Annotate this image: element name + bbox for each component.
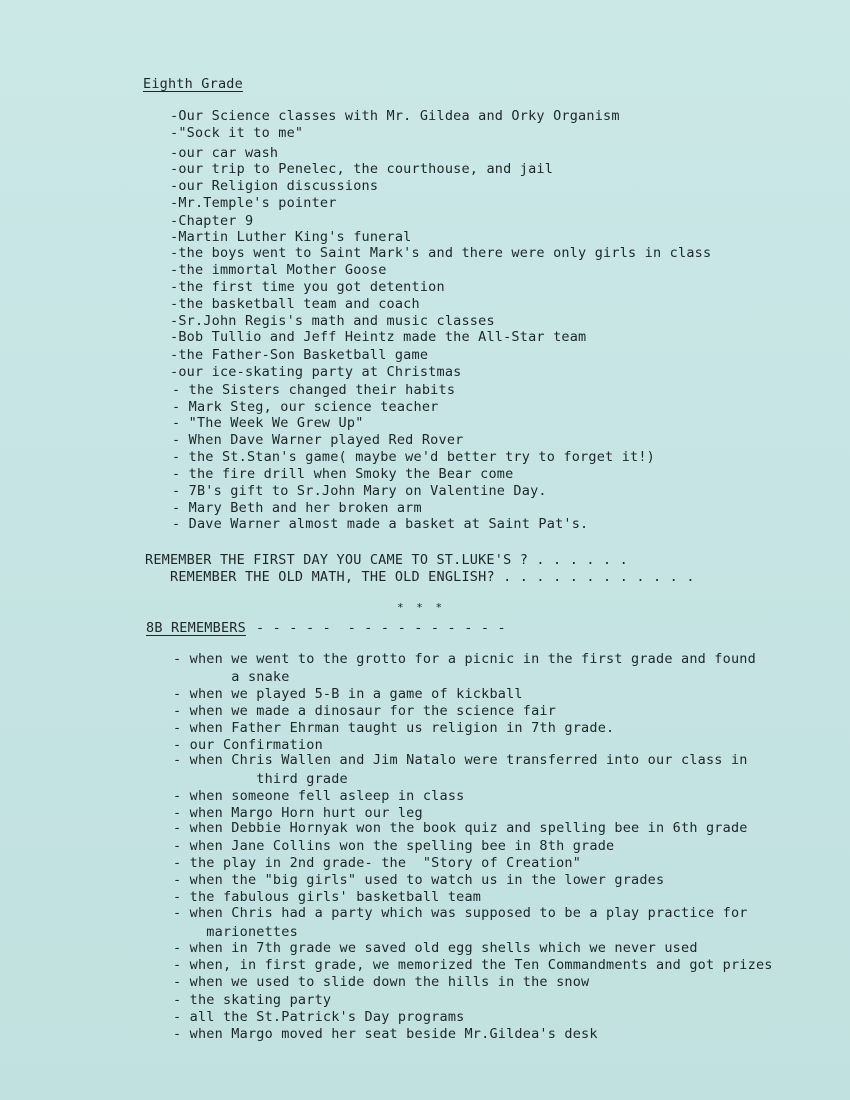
eighth-grade-item: -our trip to Penelec, the courthouse, and jail bbox=[170, 161, 554, 177]
section-title-eighth-grade: Eighth Grade bbox=[143, 76, 243, 92]
eighth-grade-item: -our Religion discussions bbox=[170, 178, 379, 194]
remembers-item: - all the St.Patrick's Day programs bbox=[173, 1009, 465, 1025]
eighth-grade-item: -Sr.John Regis's math and music classes bbox=[170, 313, 495, 329]
remembers-item: - when we made a dinosaur for the science fair bbox=[173, 703, 557, 719]
remembers-item: - when we played 5-B in a game of kickball bbox=[173, 686, 523, 702]
remembers-item: - when someone fell asleep in class bbox=[173, 788, 465, 804]
remembers-item: - the skating party bbox=[173, 992, 332, 1008]
eighth-grade-item: - the St.Stan's game( maybe we'd better try to forget it!) bbox=[172, 449, 656, 465]
remembers-item: - when Chris Wallen and Jim Natalo were transferred into our class in bbox=[173, 752, 748, 768]
eighth-grade-item: - 7B's gift to Sr.John Mary on Valentine Day. bbox=[172, 483, 547, 499]
remembers-item: - when in 7th grade we saved old egg shells which we never used bbox=[173, 940, 698, 956]
remembers-item: - when we used to slide down the hills in the snow bbox=[173, 974, 590, 990]
eighth-grade-item: -Martin Luther King's funeral bbox=[170, 229, 412, 245]
eighth-grade-item: -Our Science classes with Mr. Gildea and Orky Organism bbox=[170, 108, 620, 124]
remembers-item: - the fabulous girls' basketball team bbox=[173, 889, 482, 905]
remember-line-2: REMEMBER THE OLD MATH, THE OLD ENGLISH? . . . . . . . . . . . . bbox=[170, 569, 695, 585]
eighth-grade-item: -Chapter 9 bbox=[170, 213, 254, 229]
remember-line-1: REMEMBER THE FIRST DAY YOU CAME TO ST.LUKE'S ? . . . . . . bbox=[145, 552, 629, 568]
remembers-item: - when Jane Collins won the spelling bee in 8th grade bbox=[173, 838, 615, 854]
remembers-item: - when the "big girls" used to watch us in the lower grades bbox=[173, 872, 665, 888]
eighth-grade-item: -the first time you got detention bbox=[170, 279, 445, 295]
section-title-8b-remembers: 8B REMEMBERS bbox=[146, 620, 246, 636]
eighth-grade-item: -the boys went to Saint Mark's and there were only girls in class bbox=[170, 245, 712, 261]
eighth-grade-item: -the immortal Mother Goose bbox=[170, 262, 387, 278]
eighth-grade-item: - Dave Warner almost made a basket at Saint Pat's. bbox=[172, 516, 589, 532]
eighth-grade-item: - Mary Beth and her broken arm bbox=[172, 500, 422, 516]
section-title-dashes: - - - - - - - - - - - - - - - bbox=[256, 620, 506, 636]
eighth-grade-item: -the Father-Son Basketball game bbox=[170, 347, 429, 363]
eighth-grade-item: -"Sock it to me" bbox=[170, 125, 304, 141]
eighth-grade-item: - Mark Steg, our science teacher bbox=[172, 399, 439, 415]
section-separator: * * * bbox=[397, 601, 446, 614]
eighth-grade-item: -Mr.Temple's pointer bbox=[170, 195, 337, 211]
remembers-item: - when Chris had a party which was supposed to be a play practice for bbox=[173, 905, 748, 921]
remembers-item: - when Debbie Hornyak won the book quiz and spelling bee in 6th grade bbox=[173, 820, 748, 836]
remembers-item: - our Confirmation bbox=[173, 737, 323, 753]
remembers-item: - the play in 2nd grade- the "Story of Creation" bbox=[173, 855, 582, 871]
remembers-item: - when Margo moved her seat beside Mr.Gildea's desk bbox=[173, 1026, 598, 1042]
eighth-grade-item: - the fire drill when Smoky the Bear come bbox=[172, 466, 514, 482]
eighth-grade-item: -our car wash bbox=[170, 145, 279, 161]
eighth-grade-item: - the Sisters changed their habits bbox=[172, 382, 456, 398]
eighth-grade-item: - When Dave Warner played Red Rover bbox=[172, 432, 464, 448]
remembers-item: marionettes bbox=[173, 924, 298, 940]
remembers-item: - when we went to the grotto for a picnic in the first grade and found bbox=[173, 651, 756, 667]
remembers-item: third grade bbox=[173, 771, 348, 787]
remembers-item: - when, in first grade, we memorized the Ten Commandments and got prizes bbox=[173, 957, 773, 973]
eighth-grade-item: -the basketball team and coach bbox=[170, 296, 420, 312]
eighth-grade-item: - "The Week We Grew Up" bbox=[172, 415, 364, 431]
remembers-item: a snake bbox=[173, 669, 290, 685]
eighth-grade-item: -our ice-skating party at Christmas bbox=[170, 364, 462, 380]
remembers-item: - when Margo Horn hurt our leg bbox=[173, 805, 423, 821]
eighth-grade-item: -Bob Tullio and Jeff Heintz made the All-Star team bbox=[170, 329, 587, 345]
remembers-item: - when Father Ehrman taught us religion in 7th grade. bbox=[173, 720, 615, 736]
